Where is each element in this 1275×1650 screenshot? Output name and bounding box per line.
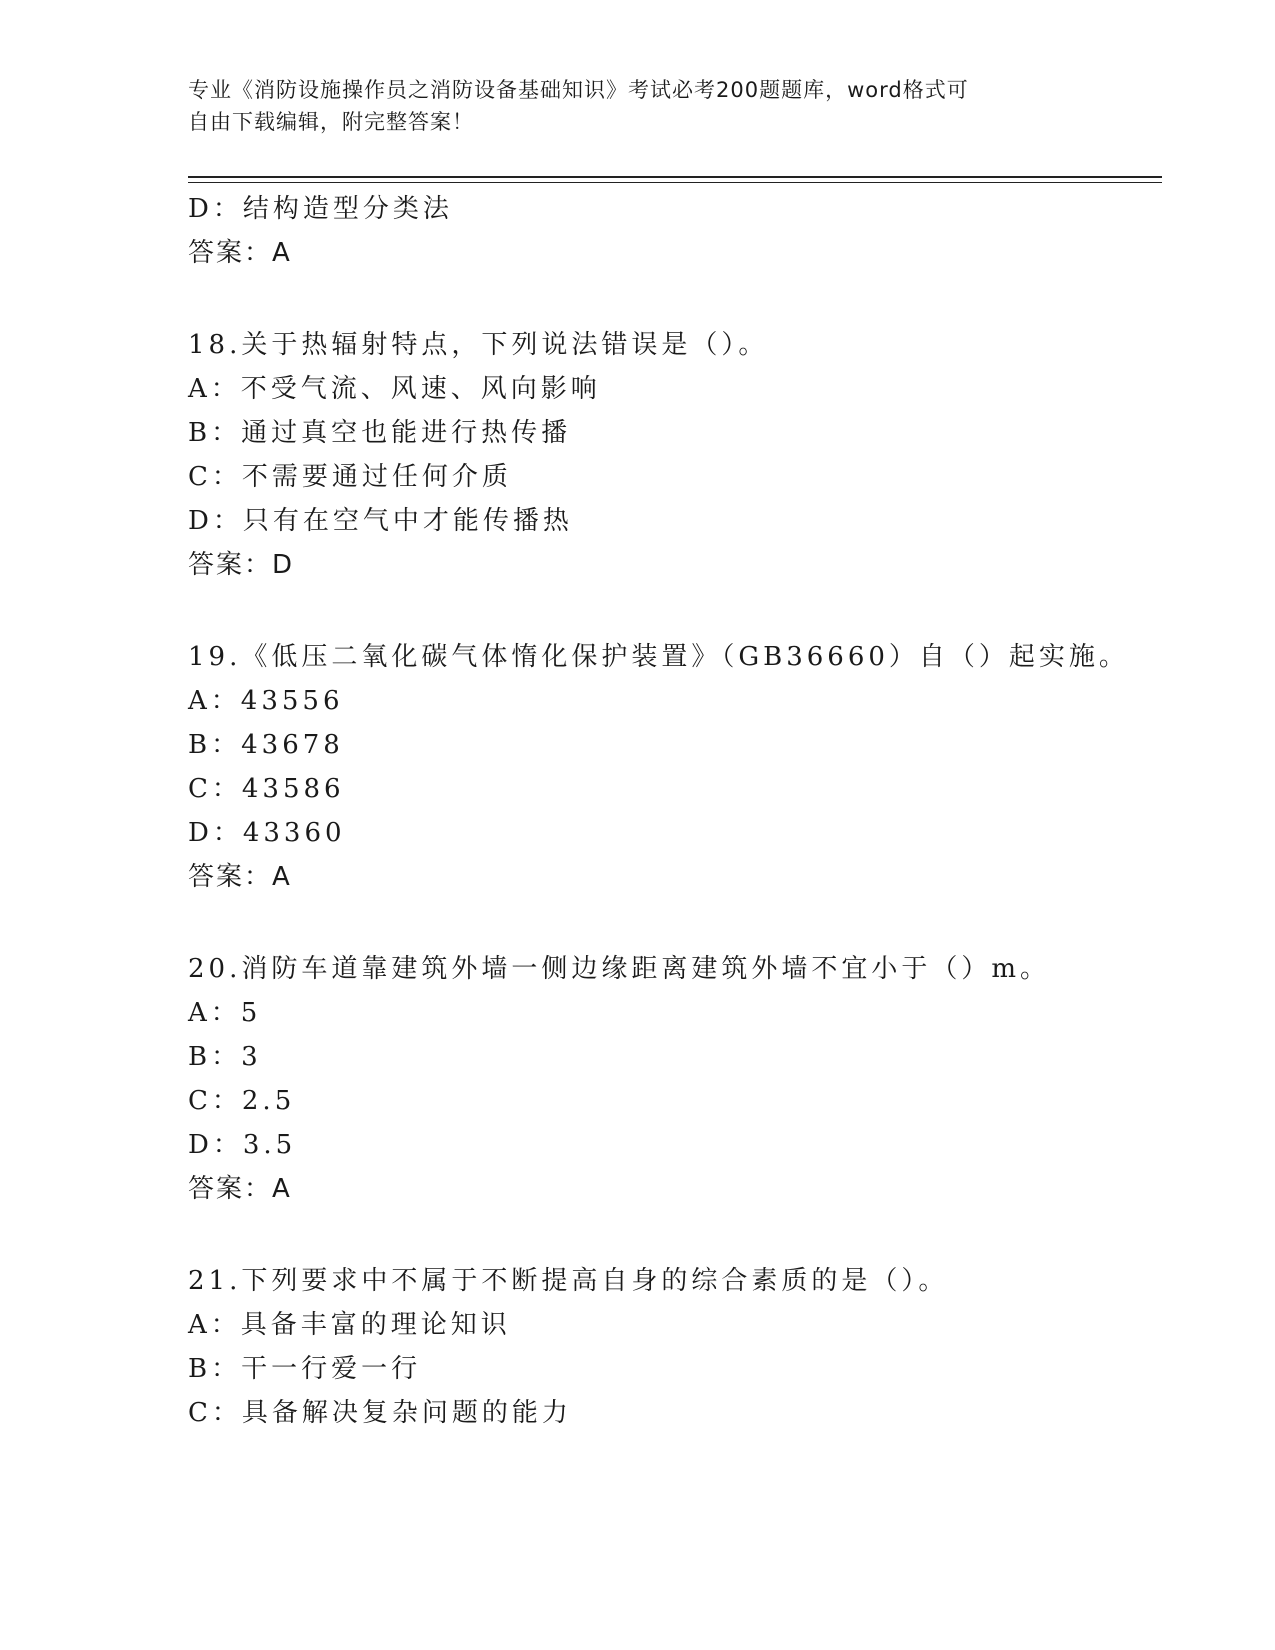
question-20-option-c: C：2.5 <box>188 1086 296 1116</box>
question-18-option-b: B：通过真空也能进行热传播 <box>188 418 572 448</box>
question-19-option-a: A：43556 <box>188 686 344 716</box>
header-divider-thin <box>188 182 1162 183</box>
header-line-2: 自由下载编辑，附完整答案！ <box>188 110 474 134</box>
question-20-option-a: A：5 <box>188 998 262 1028</box>
question-19-option-b: B：43678 <box>188 730 344 760</box>
document-header <box>188 74 1068 138</box>
question-18-option-a: A：不受气流、风速、风向影响 <box>188 374 601 404</box>
question-19-stem: 19.《低压二氧化碳气体惰化保护装置》（GB36660）自（）起实施。 <box>188 642 1129 672</box>
question-19-answer: 答案：A <box>188 862 292 892</box>
question-20-answer: 答案：A <box>188 1174 292 1204</box>
prev-option-d: D：结构造型分类法 <box>188 194 453 224</box>
question-18-answer: 答案：D <box>188 550 295 580</box>
question-18-stem: 18.关于热辐射特点，下列说法错误是（）。 <box>188 330 769 360</box>
question-21-stem: 21.下列要求中不属于不断提高自身的综合素质的是（）。 <box>188 1266 949 1296</box>
question-21-option-c: C：具备解决复杂问题的能力 <box>188 1398 572 1428</box>
question-18-option-d: D：只有在空气中才能传播热 <box>188 506 573 536</box>
question-18-option-c: C：不需要通过任何介质 <box>188 462 512 492</box>
question-20-option-d: D：3.5 <box>188 1130 297 1160</box>
question-19-option-c: C：43586 <box>188 774 345 804</box>
prev-answer: 答案：A <box>188 238 292 268</box>
question-19-option-d: D：43360 <box>188 818 346 848</box>
question-20-option-b: B：3 <box>188 1042 262 1072</box>
question-21-option-b: B：干一行爱一行 <box>188 1354 422 1384</box>
question-20-stem: 20.消防车道靠建筑外墙一侧边缘距离建筑外墙不宜小于（）m。 <box>188 954 1051 984</box>
header-line-1: 专业《消防设施操作员之消防设备基础知识》考试必考200题题库，word格式可 <box>188 78 969 102</box>
question-21-option-a: A：具备丰富的理论知识 <box>188 1310 511 1340</box>
header-divider-thick <box>188 176 1162 178</box>
